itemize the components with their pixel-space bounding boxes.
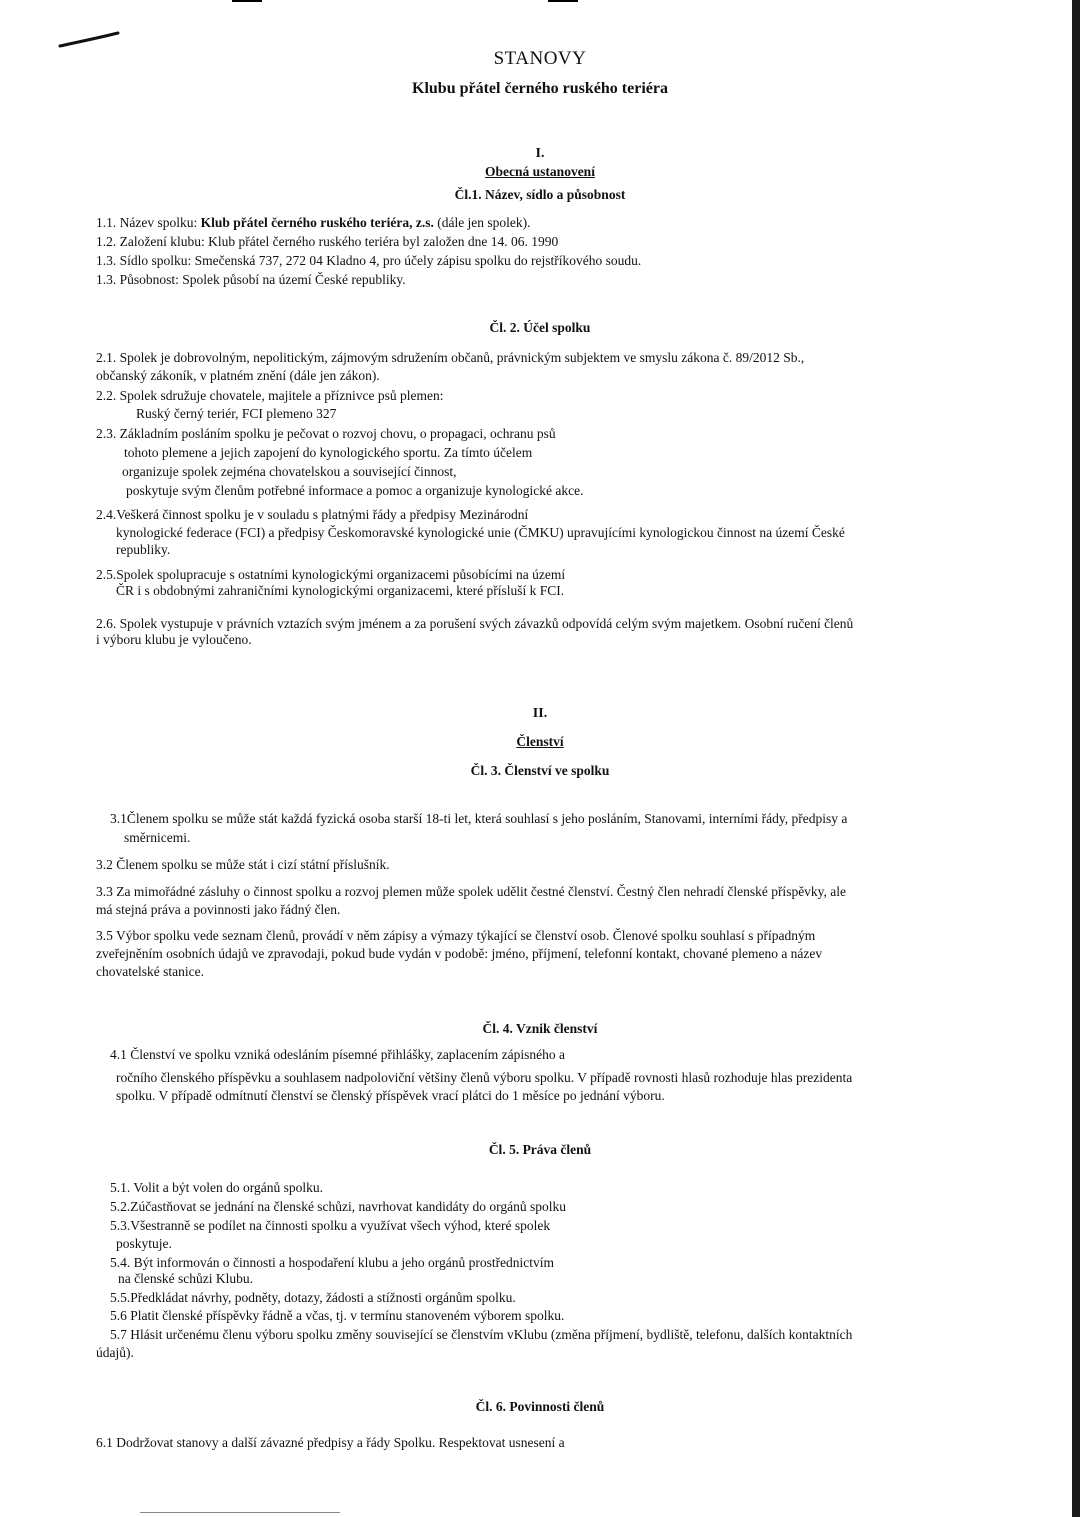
paragraph-1-1-suffix: (dále jen spolek). [433,215,531,230]
paragraph-3-5-line-3: chovatelské stanice. [96,964,204,979]
paragraph-2-5-line-1: 2.5.Spolek spolupracuje s ostatními kynologickými organizacemi působícími na území [96,567,566,582]
paragraph-4-1-line-3: spolku. V případě odmítnutí členství se členský příspěvek vrací plátci do 1 měsíce po jednání výboru. [116,1088,665,1103]
part-1-title: Obecná ustanovení [485,164,595,179]
paragraph-2-6-line-2: i výboru klubu je vyloučeno. [96,632,252,647]
paragraph-2-3-line-1: 2.3. Základním posláním spolku je pečovat o rozvoj chovu, o propagaci, ochranu psů [96,426,556,441]
club-legal-name: Klub přátel černého ruského teriéra, z.s. [200,215,434,230]
scan-edge-mark-left [232,0,262,2]
paragraph-2-3-line-3: organizuje spolek zejména chovatelskou a související činnost, [122,464,457,479]
article-1-heading: Čl.1. Název, sídlo a působnost [454,187,626,202]
paragraph-2-4-line-3: republiky. [116,542,171,557]
paragraph-2-3-line-2: tohoto plemene a jejich zapojení do kynologického sportu. Za tímto účelem [124,445,533,460]
paragraph-6-1: 6.1 Dodržovat stanovy a další závazné předpisy a řády Spolku. Respektovat usnesení a [96,1435,565,1450]
paragraph-5-5: 5.5.Předkládat návrhy, podněty, dotazy, žádosti a stížnosti orgánům spolku. [110,1290,516,1305]
scan-edge-mark-right [548,0,578,2]
paragraph-2-4-line-1: 2.4.Veškerá činnost spolku je v souladu s platnými řády a předpisy Mezinárodní [96,507,529,522]
scan-right-border [1072,0,1080,1517]
paragraph-3-3-line-2: má stejná práva a povinnosti jako řádný člen. [96,902,341,917]
paragraph-5-4-line-1: 5.4. Být informován o činnosti a hospodaření klubu a jeho orgánů prostřednictvím [110,1255,555,1270]
scan-bottom-mark [140,1512,340,1513]
paragraph-2-2-line-1: 2.2. Spolek sdružuje chovatele, majitele a příznivce psů plemen: [96,388,444,403]
paragraph-5-2: 5.2.Zúčastňovat se jednání na členské schůzi, navrhovat kandidáty do orgánů spolku [110,1199,567,1214]
paragraph-5-7-line-2: údajů). [96,1345,134,1360]
paragraph-3-1-line-2: směrnicemi. [124,830,191,845]
part-2-title: Členství [516,734,564,749]
article-6-heading: Čl. 6. Povinnosti členů [475,1399,605,1414]
article-5-heading: Čl. 5. Práva členů [488,1142,592,1157]
paragraph-2-4-line-2: kynologické federace (FCI) a předpisy Českomoravské kynologické unie (ČMKU) upravujícími kynologickou činnost na území České [116,525,845,540]
part-1-numeral: I. [535,146,545,161]
paragraph-3-5-line-2: zveřejněním osobních údajů ve zpravodaji, pokud bude vydán v podobě: jméno, příjmení, telefonní kontakt, chované plemeno a název [96,946,823,961]
paragraph-5-7-line-1: 5.7 Hlásit určenému členu výboru spolku změny související se členstvím vKlubu (změna příjmení, bydliště, telefonu, dalších kontaktních [110,1327,853,1342]
paragraph-3-1-line-1: 3.1Členem spolku se může stát každá fyzická osoba starší 18-ti let, která souhlasí s jeho posláním, Stanovami, interními řády, předpisy a [110,811,848,826]
paragraph-4-1-line-2: ročního členského příspěvku a souhlasem nadpoloviční většiny členů výboru spolku. V případě rovnosti hlasů rozhoduje hlas prezidenta [116,1070,853,1085]
paragraph-4-1-line-1: 4.1 Členství ve spolku vzniká odesláním písemné přihlášky, zaplacením zápisného a [110,1047,566,1062]
paragraph-2-3-line-4: poskytuje svým členům potřebné informace a pomoc a organizuje kynologické akce. [126,483,584,498]
paragraph-1-3: 1.3. Sídlo spolku: Smečenská 737, 272 04 Kladno 4, pro účely zápisu spolku do rejstříkového soudu. [96,253,642,268]
article-4-heading: Čl. 4. Vznik členství [482,1021,598,1036]
paragraph-3-2: 3.2 Členem spolku se může stát i cizí státní příslušník. [96,857,390,872]
part-2-numeral: II. [532,706,548,721]
paragraph-1-1 [96,215,531,230]
document-subtitle: Klubu přátel černého ruského teriéra [412,80,668,97]
paragraph-5-1: 5.1. Volit a být volen do orgánů spolku. [110,1180,324,1195]
paragraph-1-4: 1.3. Působnost: Spolek působí na území České republiky. [96,272,406,287]
paragraph-2-5-line-2: ČR i s obdobnými zahraničními kynologickými organizacemi, které přísluší k FCI. [116,583,565,598]
paragraph-3-3-line-1: 3.3 Za mimořádné zásluhy o činnost spolku a rozvoj plemen může spolek udělit čestné členství. Čestný člen nehradí členské příspěvky, ale [96,884,847,899]
paragraph-5-4-line-2: na členské schůzi Klubu. [118,1271,253,1286]
paragraph-2-1-line-1: 2.1. Spolek je dobrovolným, nepolitickým, zájmovým sdružením občanů, právnickým subjektem ve smyslu zákona č. 89/2012 Sb., [96,350,805,365]
paragraph-5-3-line-2: poskytuje. [116,1236,172,1251]
paragraph-3-5-line-1: 3.5 Výbor spolku vede seznam členů, provádí v něm zápisy a výmazy týkající se členství osob. Členové spolku souhlasí s případným [96,928,816,943]
article-3-heading: Čl. 3. Členství ve spolku [470,763,610,778]
document-title: STANOVY [493,48,587,69]
paragraph-1-1-prefix: 1.1. Název spolku: [96,215,201,230]
paragraph-1-2: 1.2. Založení klubu: Klub přátel černého ruského teriéra byl založen dne 14. 06. 1990 [96,234,559,249]
paragraph-2-2-line-2: Ruský černý teriér, FCI plemeno 327 [136,406,337,421]
paragraph-5-6: 5.6 Platit členské příspěvky řádně a včas, tj. v termínu stanoveném výborem spolku. [110,1308,565,1323]
paragraph-5-3-line-1: 5.3.Všestranně se podílet na činnosti spolku a využívat všech výhod, které spolek [110,1218,551,1233]
article-2-heading: Čl. 2. Účel spolku [489,320,591,335]
paragraph-2-1-line-2: občanský zákoník, v platném znění (dále jen zákon). [96,368,380,383]
paragraph-2-6-line-1: 2.6. Spolek vystupuje v právních vztazích svým jménem a za porušení svých závazků odpovídá celým svým majetkem. Osobní ručení členů [96,616,854,631]
